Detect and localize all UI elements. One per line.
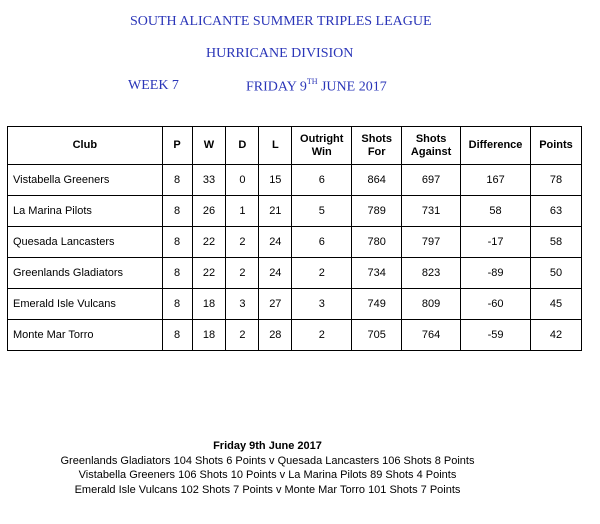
drawn-cell: 0	[226, 165, 259, 196]
drawn-cell: 1	[226, 196, 259, 227]
points-cell: 42	[531, 320, 582, 351]
points-cell: 63	[531, 196, 582, 227]
table-row	[8, 196, 582, 227]
won-cell: 26	[192, 196, 226, 227]
result-line: Emerald Isle Vulcans 102 Shots 7 Points v Monte Mar Torro 101 Shots 7 Points	[74, 483, 461, 496]
points-cell: 45	[531, 289, 582, 320]
outright-win-cell: 3	[292, 289, 352, 320]
outright-win-cell: 5	[292, 196, 352, 227]
won-cell: 22	[192, 227, 226, 258]
table-row	[8, 258, 582, 289]
club-name-cell: Monte Mar Torro	[8, 320, 163, 351]
table-row	[8, 289, 582, 320]
won-cell: 18	[192, 320, 226, 351]
lost-cell: 24	[259, 258, 292, 289]
played-cell: 8	[162, 165, 192, 196]
table-header-row	[8, 127, 582, 165]
col-header-shots-for: Shots For	[352, 127, 402, 165]
drawn-cell: 2	[226, 227, 259, 258]
outright-win-cell: 2	[292, 258, 352, 289]
league-title: SOUTH ALICANTE SUMMER TRIPLES LEAGUE	[130, 14, 432, 29]
drawn-cell: 2	[226, 320, 259, 351]
played-cell: 8	[162, 320, 192, 351]
results-heading: Friday 9th June 2017	[213, 440, 322, 452]
col-header-lost: L	[259, 127, 292, 165]
club-name-cell: Quesada Lancasters	[8, 227, 163, 258]
date-ordinal: TH	[306, 77, 318, 86]
difference-cell: -17	[461, 227, 531, 258]
lost-cell: 15	[259, 165, 292, 196]
lost-cell: 27	[259, 289, 292, 320]
week-label: WEEK 7	[128, 78, 179, 93]
lost-cell: 21	[259, 196, 292, 227]
club-name-cell: La Marina Pilots	[8, 196, 163, 227]
shots-against-cell: 797	[402, 227, 461, 258]
shots-for-cell: 705	[352, 320, 402, 351]
points-cell: 50	[531, 258, 582, 289]
table-row	[8, 165, 582, 196]
shots-for-cell: 734	[352, 258, 402, 289]
outright-win-cell: 2	[292, 320, 352, 351]
club-name-cell: Greenlands Gladiators	[8, 258, 163, 289]
results-section	[0, 439, 535, 497]
won-cell: 22	[192, 258, 226, 289]
shots-for-cell: 780	[352, 227, 402, 258]
table-row	[8, 320, 582, 351]
points-cell: 58	[531, 227, 582, 258]
outright-win-cell: 6	[292, 165, 352, 196]
col-header-points: Points	[531, 127, 582, 165]
division-title: HURRICANE DIVISION	[206, 46, 354, 61]
difference-cell: 58	[461, 196, 531, 227]
lost-cell: 24	[259, 227, 292, 258]
difference-cell: -59	[461, 320, 531, 351]
shots-against-cell: 809	[402, 289, 461, 320]
col-header-won: W	[192, 127, 226, 165]
drawn-cell: 3	[226, 289, 259, 320]
shots-against-cell: 764	[402, 320, 461, 351]
col-header-difference: Difference	[461, 127, 531, 165]
drawn-cell: 2	[226, 258, 259, 289]
difference-cell: -89	[461, 258, 531, 289]
difference-cell: -60	[461, 289, 531, 320]
shots-for-cell: 864	[352, 165, 402, 196]
played-cell: 8	[162, 227, 192, 258]
date-label	[246, 78, 387, 96]
result-line: Greenlands Gladiators 104 Shots 6 Points v Quesada Lancasters 106 Shots 8 Points	[60, 454, 475, 467]
played-cell: 8	[162, 196, 192, 227]
col-header-played: P	[162, 127, 192, 165]
shots-for-cell: 789	[352, 196, 402, 227]
played-cell: 8	[162, 258, 192, 289]
lost-cell: 28	[259, 320, 292, 351]
table-row	[8, 227, 582, 258]
won-cell: 33	[192, 165, 226, 196]
won-cell: 18	[192, 289, 226, 320]
col-header-drawn: D	[226, 127, 259, 165]
date-prefix: FRIDAY 9	[246, 79, 307, 95]
league-table	[7, 126, 582, 351]
col-header-club: Club	[8, 127, 163, 165]
points-cell: 78	[531, 165, 582, 196]
col-header-shots-against: Shots Against	[402, 127, 461, 165]
shots-against-cell: 697	[402, 165, 461, 196]
club-name-cell: Emerald Isle Vulcans	[8, 289, 163, 320]
shots-for-cell: 749	[352, 289, 402, 320]
result-line: Vistabella Greeners 106 Shots 10 Points v La Marina Pilots 89 Shots 4 Points	[78, 469, 457, 481]
outright-win-cell: 6	[292, 227, 352, 258]
club-name-cell: Vistabella Greeners	[8, 165, 163, 196]
difference-cell: 167	[461, 165, 531, 196]
date-suffix: JUNE 2017	[317, 79, 387, 95]
played-cell: 8	[162, 289, 192, 320]
shots-against-cell: 731	[402, 196, 461, 227]
shots-against-cell: 823	[402, 258, 461, 289]
col-header-outright-win: Outright Win	[292, 127, 352, 165]
